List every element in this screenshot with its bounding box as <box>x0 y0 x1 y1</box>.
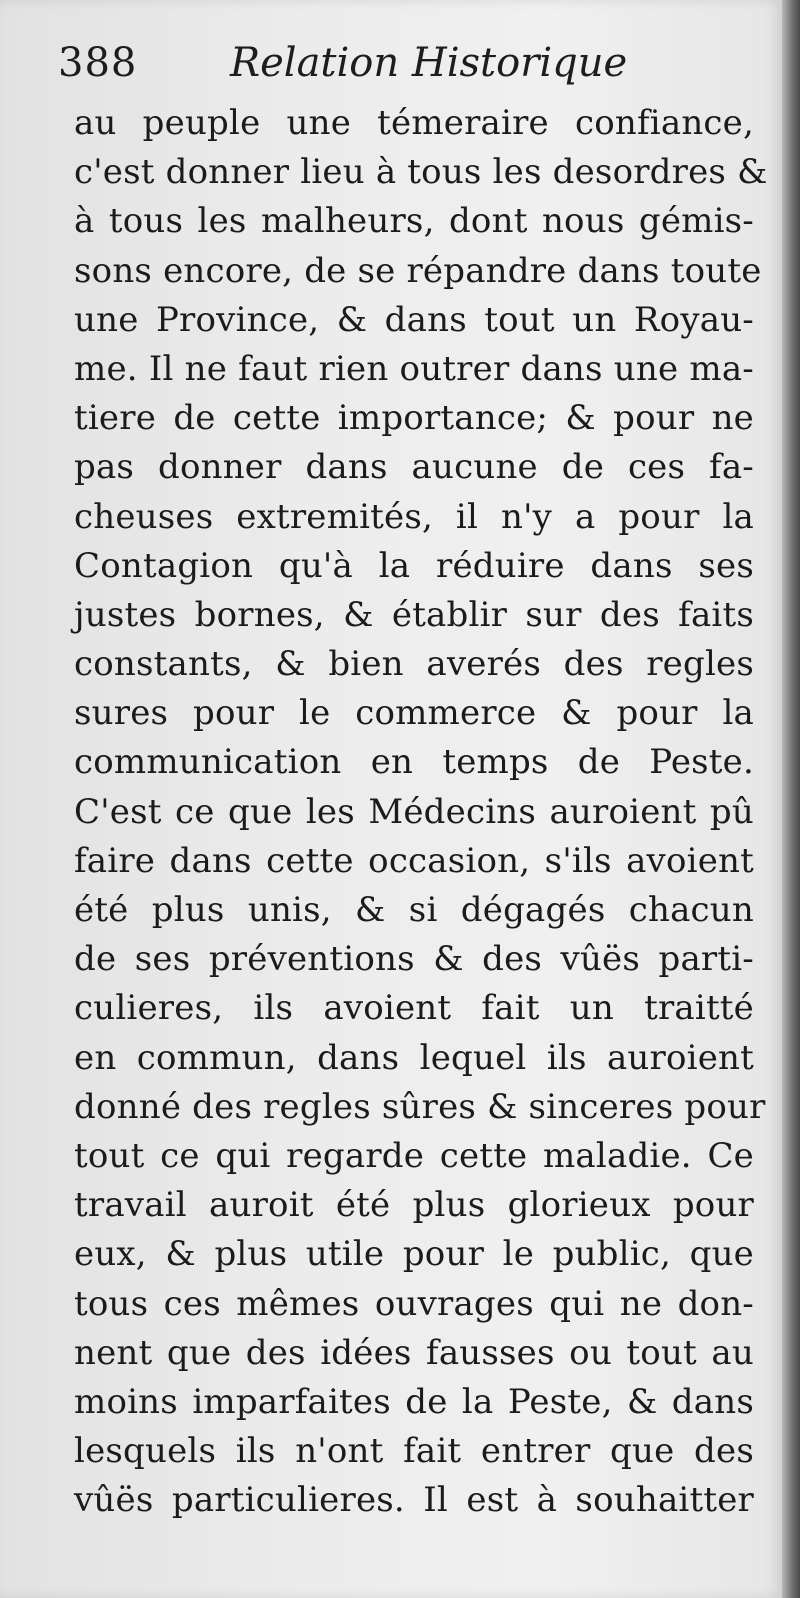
text-line: tous ces mêmes ouvrages qui ne don- <box>74 1283 754 1324</box>
text-line: moins imparfaites de la Peste, & dans <box>74 1381 754 1422</box>
text-line: lesquels ils n'ont fait entrer que des <box>74 1431 754 1472</box>
text-line: c'est donner lieu à tous les desordres & <box>74 152 768 193</box>
text-line: C'est ce que les Médecins auroient pû <box>74 791 754 832</box>
text-line: faire dans cette occasion, s'ils avoient <box>74 840 754 881</box>
text-line: communication en temps de Peste. <box>74 742 754 783</box>
text-line: Contagion qu'à la réduire dans ses <box>74 545 754 586</box>
text-line: sures pour le commerce & pour la <box>74 693 754 734</box>
text-line: sons encore, de se répandre dans toute <box>74 250 762 291</box>
body-text <box>74 99 768 1525</box>
text-line: pas donner dans aucune de ces fa- <box>74 447 754 488</box>
text-line: me. Il ne faut rien outrer dans une ma- <box>74 348 754 389</box>
text-line: justes bornes, & établir sur des faits <box>74 594 754 635</box>
text-line: de ses préventions & des vûës parti- <box>74 939 754 980</box>
text-line: tout ce qui regarde cette maladie. Ce <box>74 1135 754 1176</box>
page-number: 388 <box>58 40 138 86</box>
text-line: à tous les malheurs, dont nous gémis- <box>74 201 754 242</box>
text-line: travail auroit été plus glorieux pour <box>74 1185 754 1226</box>
text-line: eux, & plus utile pour le public, que <box>74 1234 754 1275</box>
text-line: constants, & bien averés des regles <box>74 644 754 685</box>
text-line: été plus unis, & si dégagés chacun <box>74 890 754 930</box>
text-line: culieres, ils avoient fait un traitté <box>74 988 754 1029</box>
page-edge-shadow <box>782 0 800 1598</box>
text-line: une Province, & dans tout un Royau- <box>74 299 754 340</box>
running-head: Relation Historique <box>230 40 628 86</box>
text-line: vûës particulieres. Il est à souhaitter <box>74 1480 754 1521</box>
page-header <box>58 40 758 100</box>
text-line: donné des regles sûres & sinceres pour <box>74 1086 766 1127</box>
text-line: en commun, dans lequel ils auroient <box>74 1037 754 1078</box>
text-line: nent que des idées fausses ou tout au <box>74 1332 754 1373</box>
text-line: tiere de cette importance; & pour ne <box>74 398 754 439</box>
text-line: au peuple une témeraire confiance, <box>74 103 754 143</box>
text-line: cheuses extremités, il n'y a pour la <box>74 496 754 537</box>
